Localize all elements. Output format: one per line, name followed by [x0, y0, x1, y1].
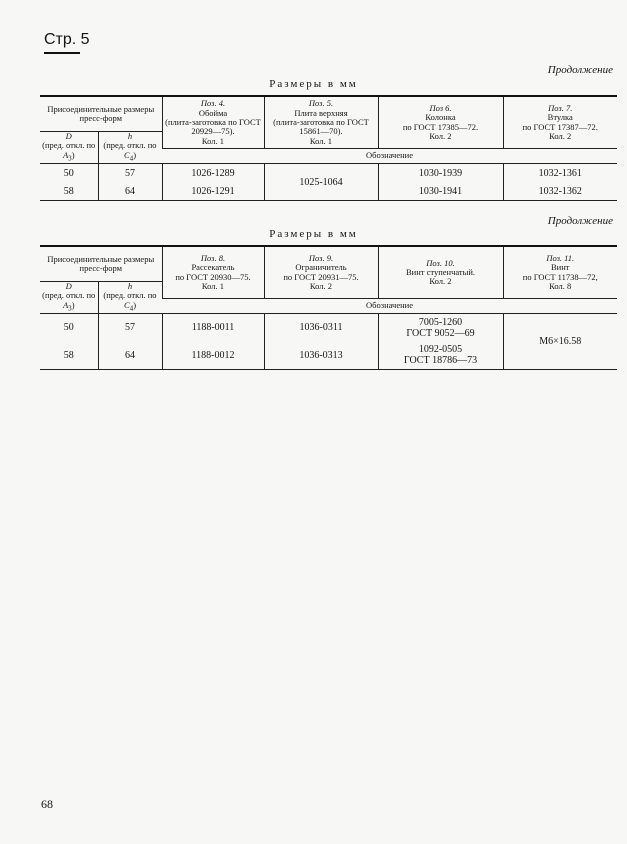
table-row: [40, 164, 617, 183]
cell-p10: [378, 342, 503, 370]
pos-number: Поз. 11.: [546, 252, 575, 263]
cell-d: 58: [40, 182, 98, 201]
part-qty: Кол. 2: [429, 276, 452, 287]
part-name: Втулка: [547, 112, 573, 123]
cell-p11: М6×16.58: [503, 314, 617, 370]
cell-p9: 1036-0311: [264, 314, 378, 342]
part-qty: Кол. 8: [549, 280, 572, 291]
part-name: Ограничитель: [295, 262, 347, 273]
dims-title-1: Размеры в мм: [269, 78, 358, 90]
conn-dims-header: Присоединительные размеры пресс-форм: [40, 246, 162, 282]
col-h-symbol: h: [127, 281, 133, 291]
page-number: 68: [41, 797, 53, 811]
cell-p8: 1188-0012: [162, 342, 264, 370]
part-name: Рассекатель: [191, 262, 235, 273]
table-row: [40, 314, 617, 342]
pos-header-8: [162, 246, 264, 299]
col-h-header: [98, 282, 162, 314]
pos-number: Поз. 8.: [200, 252, 226, 263]
parts-table-2: [40, 245, 617, 370]
part-standard: (плита-заготовка по ГОСТ 20929—75).: [165, 116, 261, 137]
dims-title-2: Размеры в мм: [269, 228, 358, 240]
pos-header-5: [264, 96, 378, 149]
part-name: Плита верхняя: [294, 107, 348, 118]
col-d-symbol: D: [65, 131, 72, 141]
oboznachenie-header: Обозначение: [162, 149, 617, 164]
cell-h: 57: [98, 314, 162, 342]
cell-p6: 1030-1941: [378, 182, 503, 201]
p10-gost: ГОСТ 18786—73: [403, 355, 478, 367]
col-d-header: [40, 132, 98, 164]
part-qty: Кол. 1: [309, 135, 333, 146]
p10-code: 7005-1260: [418, 316, 463, 328]
col-h-note: (пред. откл. по $C_4$): [103, 290, 157, 313]
cell-p5: 1025-1064: [264, 164, 378, 201]
col-h-note: (пред. откл. по $C_4$): [103, 140, 157, 163]
part-standard: (плита-заготовка по ГОСТ 15861—70).: [273, 116, 369, 137]
col-d-symbol: D: [65, 281, 72, 291]
part-standard: по ГОСТ 20930—75.: [175, 271, 251, 282]
part-standard: по ГОСТ 11738—72,: [522, 271, 598, 282]
parts-table-1: [40, 95, 617, 201]
col-d-note: (пред. откл. по $A_3$): [42, 140, 96, 163]
col-h-header: [98, 132, 162, 164]
page-label-underline: [44, 52, 80, 54]
conn-dims-header: Присоединительные размеры пресс-форм: [40, 96, 162, 132]
continuation-label-1: Продолжение: [547, 64, 613, 76]
cell-p6: 1030-1939: [378, 164, 503, 183]
pos-header-6: [378, 96, 503, 149]
cell-p4: 1026-1289: [162, 164, 264, 183]
p10-code: 1092-0505: [418, 344, 463, 356]
cell-p7: 1032-1362: [503, 182, 617, 201]
col-d-note: (пред. откл. по $A_3$): [42, 290, 96, 313]
cell-p8: 1188-0011: [162, 314, 264, 342]
oboznachenie-header: Обозначение: [162, 299, 617, 314]
part-qty: Кол. 1: [201, 280, 225, 291]
page-label: [44, 31, 90, 49]
cell-d: 50: [40, 164, 98, 183]
pos-number: Поз. 4.: [200, 98, 226, 109]
pos-header-11: [503, 246, 617, 299]
cell-h: 64: [98, 182, 162, 201]
col-d-header: [40, 282, 98, 314]
pos-number: Поз. 9.: [308, 252, 334, 263]
cell-p7: 1032-1361: [503, 164, 617, 183]
cell-p10: [378, 314, 503, 342]
part-standard: по ГОСТ 17385—72.: [402, 121, 479, 132]
part-qty: Кол. 1: [201, 135, 225, 146]
part-qty: Кол. 2: [549, 130, 572, 141]
cell-p9: 1036-0313: [264, 342, 378, 370]
page-label-text: Стр. 5: [44, 31, 90, 48]
pos-header-9: [264, 246, 378, 299]
col-h-symbol: h: [127, 131, 133, 141]
p10-gost: ГОСТ 9052—69: [406, 327, 475, 339]
cell-d: 58: [40, 342, 98, 370]
pos-header-7: [503, 96, 617, 149]
part-name: Колонка: [425, 112, 456, 123]
part-name: Винт: [551, 262, 570, 273]
pos-header-10: [378, 246, 503, 299]
pos-number: Поз 6.: [429, 102, 452, 113]
pos-header-4: [162, 96, 264, 149]
pos-number: Поз. 5.: [308, 98, 334, 109]
part-qty: Кол. 2: [309, 280, 333, 291]
pos-number: Поз. 7.: [548, 102, 573, 113]
part-name: Винт ступенчатый.: [405, 266, 476, 277]
part-name: Обойма: [198, 107, 228, 118]
part-standard: по ГОСТ 17387—72.: [522, 121, 598, 132]
cell-h: 64: [98, 342, 162, 370]
part-qty: Кол. 2: [429, 130, 452, 141]
pos-number: Поз. 10.: [426, 257, 455, 268]
part-standard: по ГОСТ 20931—75.: [283, 271, 359, 282]
continuation-label-2: Продолжение: [547, 215, 613, 227]
cell-h: 57: [98, 164, 162, 183]
cell-d: 50: [40, 314, 98, 342]
cell-p4: 1026-1291: [162, 182, 264, 201]
